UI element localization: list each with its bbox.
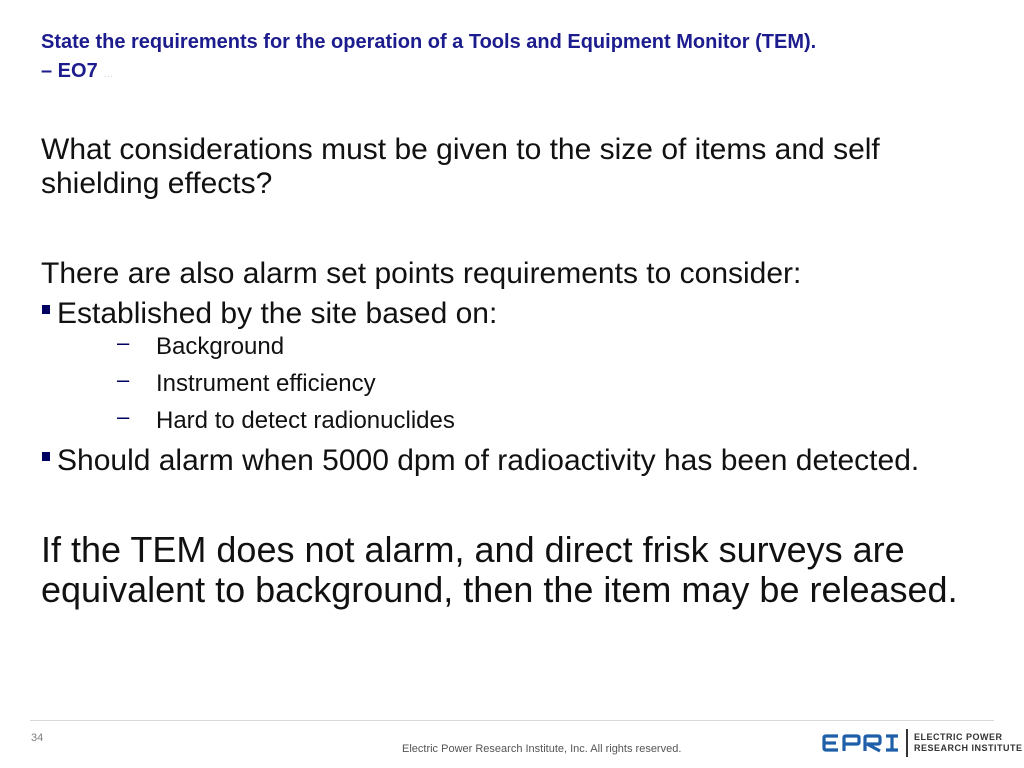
epri-logo-mark-icon — [822, 733, 900, 753]
objective-code: – EO7 — [41, 60, 98, 82]
footer-divider — [30, 720, 994, 721]
sub-item-hard-to-detect — [41, 404, 981, 444]
slide-body — [41, 133, 981, 610]
square-bullet-icon — [42, 305, 50, 314]
release-criteria-paragraph: If the TEM does not alarm, and direct frisk surveys are equivalent to background, then the item may be released. — [41, 529, 958, 610]
sub-item-text: Hard to detect radionuclides — [156, 407, 455, 434]
slide-title — [41, 28, 1001, 89]
logo-text-line-1: ELECTRIC POWER — [914, 732, 1003, 742]
epri-logo — [822, 728, 1023, 758]
epri-logo-text — [914, 732, 1023, 754]
sub-item-background — [41, 330, 981, 370]
title-ghost-text: ... — [103, 68, 113, 80]
logo-text-line-2: RESEARCH INSTITUTE — [914, 743, 1023, 753]
bullet-alarm-threshold-text: Should alarm when 5000 dpm of radioactivity has been detected. — [57, 444, 920, 477]
sub-item-instrument-efficiency — [41, 367, 981, 407]
basis-sublist — [41, 330, 981, 444]
dash-bullet-icon: – — [117, 367, 130, 392]
alarm-setpoints-paragraph: There are also alarm set points requirements to consider: — [41, 257, 802, 290]
bullet-alarm-threshold — [41, 444, 981, 478]
sub-item-text: Background — [156, 333, 285, 360]
question-paragraph: What considerations must be given to the size of items and self shielding effects? — [41, 133, 880, 200]
logo-divider — [906, 729, 908, 757]
slide-title-line-1: State the requirements for the operation of a Tools and Equipment Monitor (TEM). — [41, 31, 817, 53]
copyright-notice: Electric Power Research Institute, Inc. All rights reserved. — [402, 743, 682, 755]
bullet-established — [41, 297, 981, 331]
page-number: 34 — [31, 732, 44, 744]
bullet-established-text: Established by the site based on: — [57, 297, 498, 330]
square-bullet-icon — [42, 452, 50, 461]
dash-bullet-icon: – — [117, 330, 130, 355]
sub-item-text: Instrument efficiency — [156, 370, 376, 397]
slide-title-line-2 — [41, 57, 1001, 89]
dash-bullet-icon: – — [117, 404, 130, 429]
